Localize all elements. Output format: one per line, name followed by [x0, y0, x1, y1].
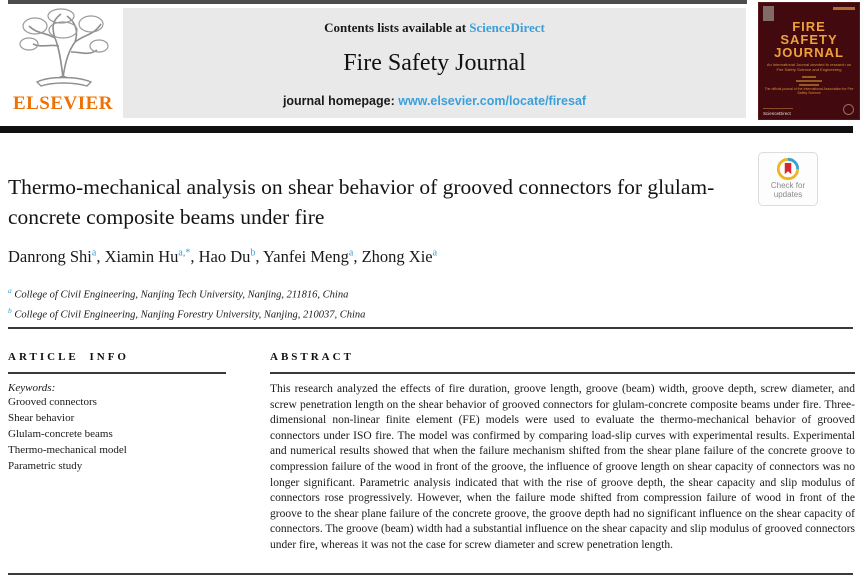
page-bottom-rule	[8, 573, 853, 575]
keyword: Grooved connectors	[8, 396, 97, 408]
top-divider-bar	[8, 0, 747, 4]
author: Yanfei Meng$^a$,	[263, 247, 362, 266]
article-title: Thermo-mechanical analysis on shear behavior of grooved connectors for glulam-concrete composite beams under fire	[8, 175, 715, 229]
crossmark-icon	[776, 157, 800, 181]
journal-cover-thumbnail[interactable]	[758, 2, 860, 120]
cover-journal-title: FIRE SAFETY JOURNAL	[774, 19, 844, 60]
iafss-emblem-icon	[843, 104, 854, 115]
cover-subtitle: An International Journal devoted to research on Fire Safety Science and Engineering	[766, 62, 852, 72]
affiliation-list	[8, 283, 748, 322]
header-black-bar	[0, 126, 853, 133]
section-divider-rule	[8, 327, 853, 329]
elsevier-wordmark: ELSEVIER	[12, 93, 114, 114]
affiliation: $^b$ College of Civil Engineering, Nanjing Forestry University, Nanjing, 210037, China	[8, 305, 366, 320]
keyword: Parametric study	[8, 460, 83, 472]
cover-corner-logo	[763, 6, 774, 21]
author: Xiamin $Hu^{a,*}$,	[104, 247, 199, 266]
author: Danrong Shi$^a$,	[8, 247, 105, 266]
check-for-updates-badge[interactable]	[758, 152, 818, 206]
article-info-column	[8, 351, 226, 474]
keyword: Glulam-concrete beams	[8, 428, 113, 440]
abstract-text: This research analyzed the effects of fire duration, groove length, groove (beam) width, groove depth, screw diameter, and screw penetration length on the shear behavior of grooved connectors for glulam-concrete composite beams under fire. Three-dimensional non-linear finite element (FE) models were used to evaluate the thermo-mechanical behavior of grooved connectors under ISO fire. The model was confirmed by comparing load-slip curves with experimental results. Experimental and numerical results showed that when the failure mechanism shifted from the shear plane failure of the concrete groove to compression failure of the wood in front of the groove, the influence of groove length on shear capacity of connectors was no longer significant. Parametric analysis indicated that with the rise of groove depth, the shear capacity and slip modulus of connectors rose progressively. However, when the failure mode shifted from compression failure of wood in front of the groove to the shear plane failure of the concrete groove, the groove depth had no significant influence on the shear capacity of connectors. The groove (beam) width had a substantial influence on the shear capacity and slip modulus of grooved connectors under fire, whereas it was not the case for screw diameter and screw penetration length.	[270, 383, 855, 551]
cover-official-line: The official journal of the International Association for Fire Safety Science	[764, 87, 854, 95]
journal-header-box	[123, 8, 746, 118]
elsevier-logo[interactable]	[6, 8, 120, 120]
homepage-prefix: journal homepage:	[282, 94, 399, 108]
article-info-heading: ARTICLE INFO	[8, 351, 129, 363]
keywords-label: Keywords:	[8, 382, 56, 394]
author: Zhong Xie$^a$	[361, 247, 438, 266]
contents-prefix: Contents lists available at	[324, 20, 470, 35]
cover-sciencedirect-brand: ScienceDirect	[763, 111, 791, 116]
article-info-rule	[8, 372, 226, 374]
author-affil-sup[interactable]: a,*	[178, 247, 191, 259]
author-affil-sup: b	[250, 247, 256, 259]
cover-footer-line	[763, 108, 793, 109]
journal-title: Fire Safety Journal	[343, 50, 526, 76]
author-affil-sup: a	[348, 247, 354, 259]
abstract-rule	[270, 372, 855, 374]
journal-homepage-line	[123, 94, 746, 108]
cover-issue-info	[833, 7, 855, 10]
journal-homepage-link[interactable]: www.elsevier.com/locate/firesaf	[398, 94, 587, 108]
elsevier-tree-icon	[15, 8, 111, 94]
affiliation: $^a$ College of Civil Engineering, Nanjing Tech University, Nanjing, 211816, China	[8, 286, 349, 301]
contents-lists-line	[123, 20, 746, 36]
keyword: Shear behavior	[8, 412, 75, 424]
sciencedirect-link[interactable]: ScienceDirect	[469, 20, 545, 35]
abstract-heading: ABSTRACT	[270, 351, 354, 363]
author-affil-sup: a	[91, 247, 97, 259]
abstract-column	[270, 351, 855, 554]
author: Hao Du$^b$,	[198, 247, 263, 266]
check-for-updates-label: Check for updates	[770, 181, 806, 199]
cover-editors-block	[758, 74, 860, 86]
author-list	[8, 247, 748, 267]
cover-footer	[763, 104, 855, 116]
author-affil-sup: a	[432, 247, 438, 259]
keyword: Thermo-mechanical model	[8, 444, 127, 456]
